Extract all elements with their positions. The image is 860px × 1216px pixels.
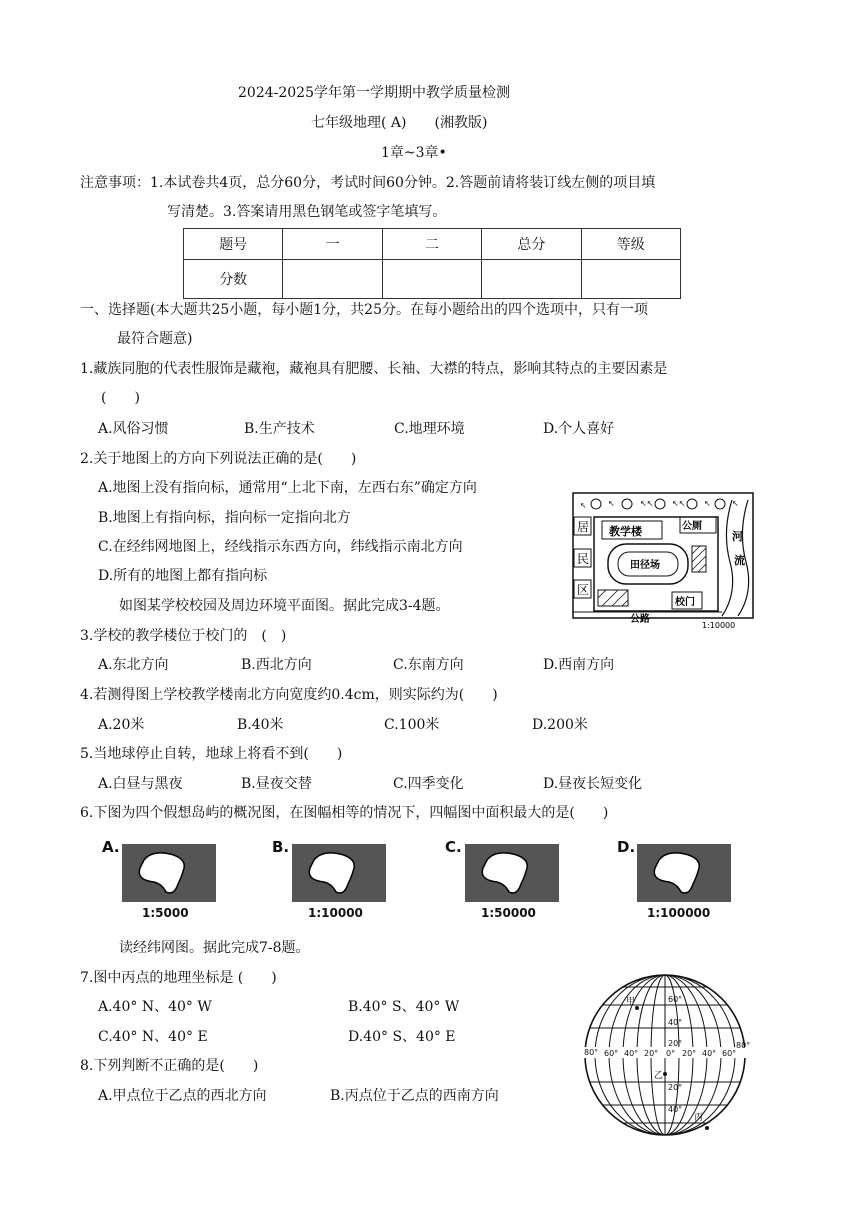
score-table-header: 题号 bbox=[184, 229, 283, 260]
building-label: 教学楼 bbox=[609, 525, 642, 538]
point-bing: 丙 bbox=[694, 1113, 704, 1123]
q4-stem: 4.若测得图上学校教学楼南北方向宽度约0.4cm，则实际约为( ) bbox=[80, 687, 498, 703]
campus-map bbox=[572, 492, 754, 630]
score-cell[interactable] bbox=[581, 260, 680, 299]
q5-option-d[interactable]: D.昼夜长短变化 bbox=[543, 776, 643, 792]
gate-label: 校门 bbox=[675, 597, 695, 608]
exam-chapters: 1章~3章• bbox=[381, 145, 447, 161]
q3-option-c[interactable]: C.东南方向 bbox=[393, 657, 464, 673]
q1-option-b[interactable]: B.生产技术 bbox=[244, 421, 315, 437]
q3-stem: 3.学校的教学楼位于校门的 ( ) bbox=[80, 628, 287, 644]
lon-label: 40° bbox=[702, 1049, 717, 1058]
island-label-d: D. bbox=[617, 838, 636, 856]
island-label-b: B. bbox=[272, 838, 290, 856]
lat-label: 20° bbox=[668, 1039, 683, 1048]
point-jia: 甲 bbox=[626, 997, 636, 1007]
q6-stem: 6.下图为四个假想岛屿的概况图，在图幅相等的情况下，四幅图中面积最大的是( ) bbox=[80, 805, 609, 821]
svg-text:↖: ↖ bbox=[732, 499, 739, 508]
island-label-a: A. bbox=[102, 838, 120, 856]
lat-label: 20° bbox=[668, 1083, 683, 1092]
q2-option-d[interactable]: D.所有的地图上都有指向标 bbox=[98, 568, 268, 584]
lon-label: 80° bbox=[736, 1041, 751, 1050]
svg-text:↖↖: ↖↖ bbox=[672, 499, 686, 508]
exam-title: 2024-2025学年第一学期期中教学质量检测 bbox=[238, 85, 510, 101]
q8-option-a[interactable]: A.甲点位于乙点的西北方向 bbox=[98, 1088, 267, 1104]
q1-option-a[interactable]: A.风俗习惯 bbox=[98, 421, 169, 437]
island-map-d[interactable] bbox=[617, 836, 737, 926]
field-label: 田径场 bbox=[630, 560, 660, 571]
q1-option-d[interactable]: D.个人喜好 bbox=[543, 421, 615, 437]
lat-label: 40° bbox=[668, 1105, 683, 1114]
q7-option-d[interactable]: D.40° S、40° E bbox=[348, 1029, 456, 1045]
section-1-heading: 一、选择题(本大题共25小题，每小题1分，共25分。在每小题给出的四个选项中，只有一项 bbox=[80, 302, 648, 318]
island-shape bbox=[637, 844, 731, 902]
score-table-header: 总分 bbox=[482, 229, 581, 260]
toilet-label: 公厕 bbox=[682, 521, 702, 532]
svg-text:↖: ↖ bbox=[704, 499, 711, 508]
q3-option-a[interactable]: A.东北方向 bbox=[98, 657, 169, 673]
score-table bbox=[183, 228, 681, 299]
river-label-2: 流 bbox=[734, 554, 745, 567]
island-map-c[interactable] bbox=[445, 836, 565, 926]
q2-option-a[interactable]: A.地图上没有指向标，通常用“上北下南，左西右东”确定方向 bbox=[98, 480, 477, 496]
residential-label-3: 区 bbox=[577, 583, 590, 597]
score-table-header: 一 bbox=[283, 229, 382, 260]
island-scale-a: 1:5000 bbox=[142, 906, 189, 920]
lon-label: 40° bbox=[624, 1049, 639, 1058]
svg-text:↖↖: ↖↖ bbox=[640, 499, 654, 508]
score-row-label: 分数 bbox=[184, 260, 283, 299]
road-label: 公路 bbox=[630, 614, 650, 625]
exam-subtitle: 七年级地理( A) (湘教版) bbox=[311, 115, 488, 131]
island-scale-b: 1:10000 bbox=[308, 906, 363, 920]
q3-option-b[interactable]: B.西北方向 bbox=[241, 657, 312, 673]
notice-line-2: 写清楚。3.答案请用黑色钢笔或签字笔填写。 bbox=[167, 204, 447, 220]
q1-stem: 1.藏族同胞的代表性服饰是藏袍，藏袍具有肥腰、长袖、大襟的特点，影响其特点的主要因素是 bbox=[80, 361, 668, 377]
island-shape bbox=[465, 844, 559, 902]
island-map-a[interactable] bbox=[102, 836, 222, 926]
island-shape bbox=[122, 844, 216, 902]
q4-option-b[interactable]: B.40米 bbox=[237, 717, 284, 733]
q3-option-d[interactable]: D.西南方向 bbox=[543, 657, 615, 673]
island-label-c: C. bbox=[445, 838, 462, 856]
island-shape bbox=[292, 844, 386, 902]
lon-label: 20° bbox=[682, 1049, 697, 1058]
residential-label-2: 民 bbox=[577, 552, 590, 566]
score-cell[interactable] bbox=[482, 260, 581, 299]
q4-option-d[interactable]: D.200米 bbox=[532, 717, 588, 733]
lon-label: 60° bbox=[722, 1049, 737, 1058]
q4-option-a[interactable]: A.20米 bbox=[98, 717, 145, 733]
campus-scale: 1:10000 bbox=[702, 621, 736, 630]
lon-label: 20° bbox=[644, 1049, 659, 1058]
point-yi: 乙 bbox=[654, 1071, 664, 1081]
river-label-1: 河 bbox=[732, 530, 743, 543]
q5-stem: 5.当地球停止自转，地球上将看不到( ) bbox=[80, 746, 343, 762]
svg-text:↖: ↖ bbox=[580, 501, 587, 510]
intro-7-8: 读经纬网图。据此完成7-8题。 bbox=[119, 940, 310, 956]
notice-line-1: 注意事项：1.本试卷共4页，总分60分，考试时间60分钟。2.答题前请将装订线左侧的项目填 bbox=[80, 175, 656, 191]
q5-option-c[interactable]: C.四季变化 bbox=[393, 776, 464, 792]
island-scale-d: 1:100000 bbox=[647, 906, 711, 920]
score-table-header: 等级 bbox=[581, 229, 680, 260]
q1-paren: ( ) bbox=[101, 390, 140, 406]
section-1-heading-cont: 最符合题意) bbox=[117, 331, 193, 347]
q7-option-a[interactable]: A.40° N、40° W bbox=[98, 999, 212, 1015]
score-cell[interactable] bbox=[283, 260, 382, 299]
lon-label: 80° bbox=[584, 1048, 599, 1057]
q5-option-b[interactable]: B.昼夜交替 bbox=[241, 776, 312, 792]
intro-3-4: 如图某学校校园及周边环境平面图。据此完成3-4题。 bbox=[119, 598, 450, 614]
q2-option-b[interactable]: B.地图上有指向标，指向标一定指向北方 bbox=[98, 510, 351, 526]
q2-stem: 2.关于地图上的方向下列说法正确的是( ) bbox=[80, 451, 357, 467]
q8-option-b[interactable]: B.丙点位于乙点的西南方向 bbox=[330, 1088, 499, 1104]
svg-text:↖: ↖ bbox=[608, 499, 615, 508]
lon-label: 0° bbox=[666, 1049, 676, 1058]
q1-option-c[interactable]: C.地理环境 bbox=[394, 421, 465, 437]
island-map-b[interactable] bbox=[272, 836, 392, 926]
q5-option-a[interactable]: A.白昼与黑夜 bbox=[98, 776, 183, 792]
q7-stem: 7.图中丙点的地理坐标是 ( ) bbox=[80, 970, 277, 986]
q4-option-c[interactable]: C.100米 bbox=[384, 717, 440, 733]
residential-label-1: 居 bbox=[577, 520, 590, 534]
lon-label: 60° bbox=[604, 1049, 619, 1058]
lat-label: 60° bbox=[668, 995, 683, 1004]
q7-option-b[interactable]: B.40° S、40° W bbox=[348, 999, 460, 1015]
island-scale-c: 1:50000 bbox=[481, 906, 536, 920]
q2-option-c[interactable]: C.在经纬网地图上，经线指示东西方向，纬线指示南北方向 bbox=[98, 539, 463, 555]
score-table-header: 二 bbox=[382, 229, 481, 260]
q8-stem: 8.下列判断不正确的是( ) bbox=[80, 1058, 259, 1074]
globe-graticule bbox=[582, 970, 751, 1140]
q7-option-c[interactable]: C.40° N、40° E bbox=[98, 1029, 208, 1045]
score-cell[interactable] bbox=[382, 260, 481, 299]
lat-label: 40° bbox=[668, 1018, 683, 1027]
